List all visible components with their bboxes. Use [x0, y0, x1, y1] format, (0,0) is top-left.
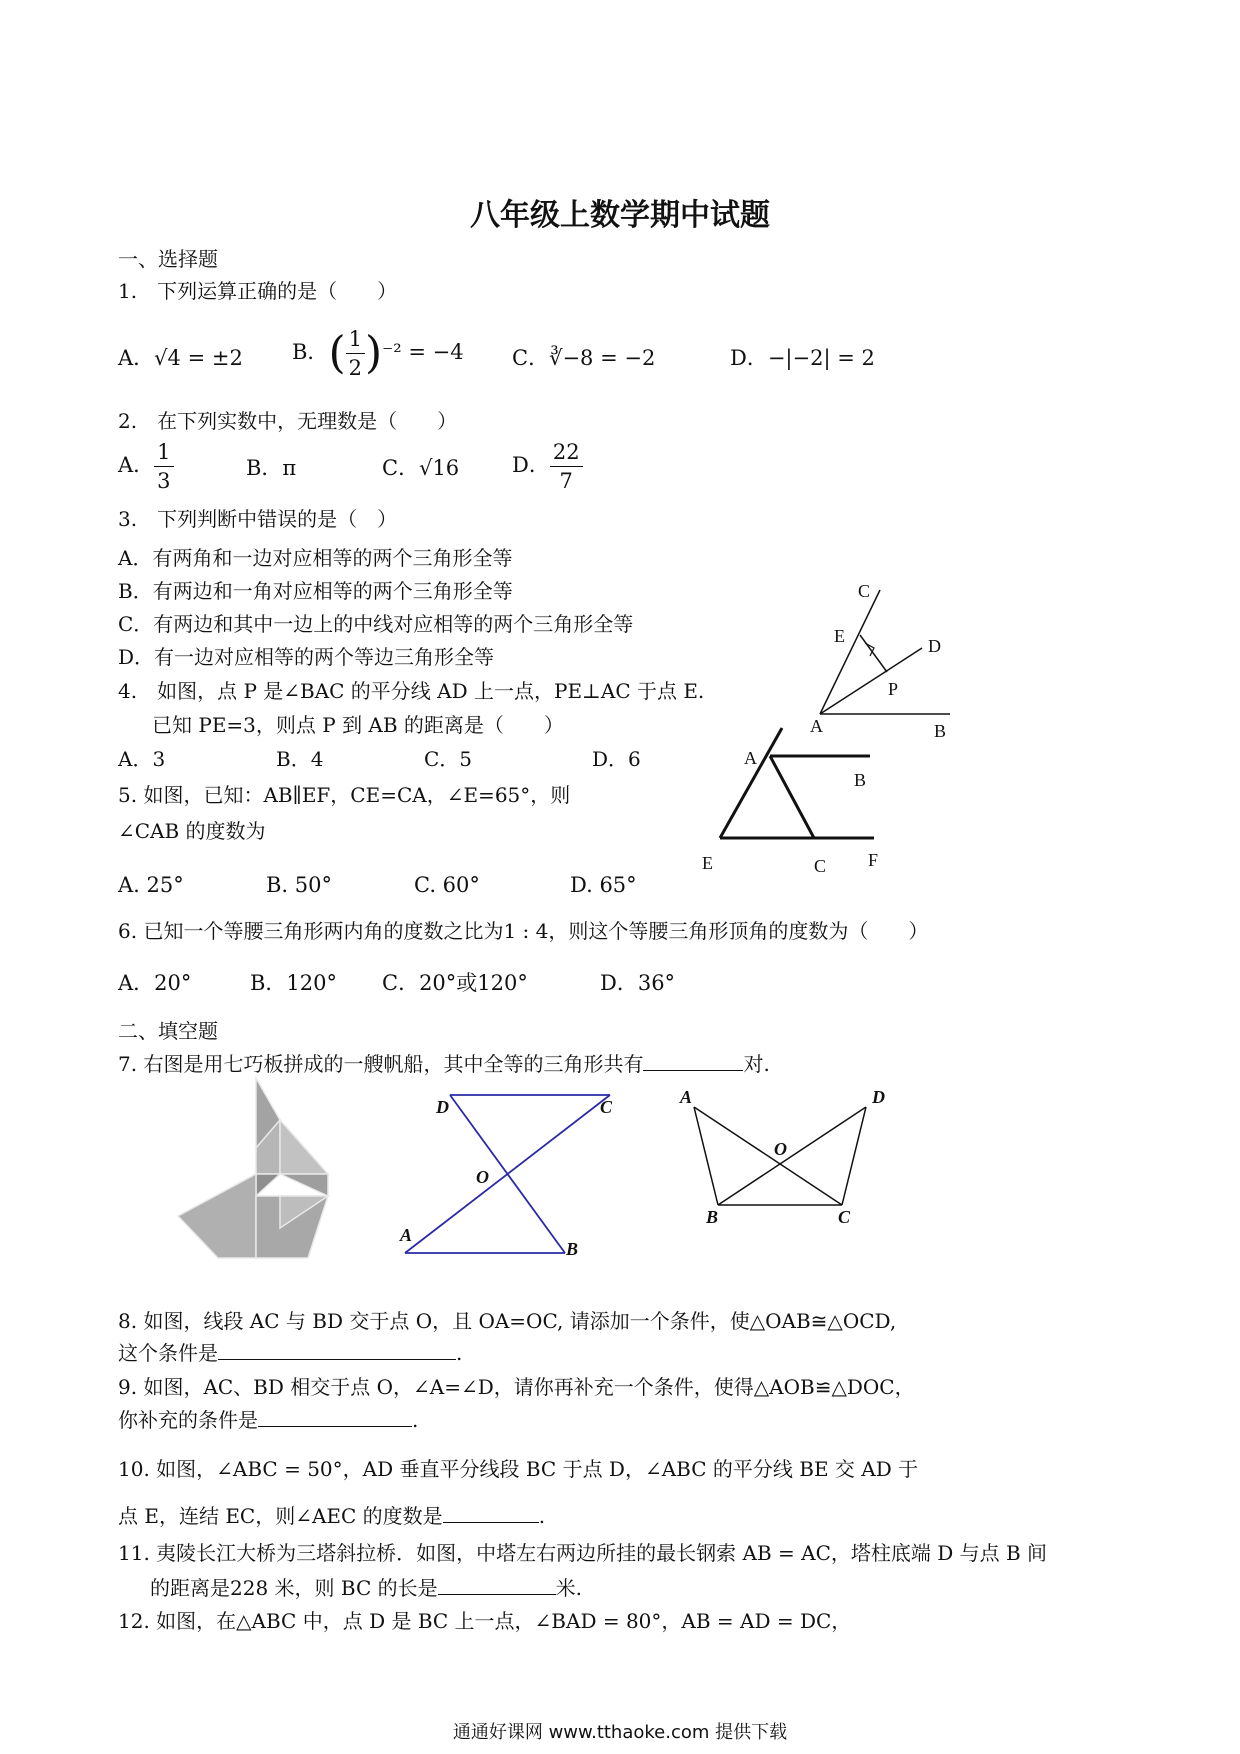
q5-label-e: E — [702, 853, 713, 873]
q5-option-a: A. 25° — [118, 873, 184, 897]
q4-label-b: B — [934, 721, 947, 741]
tangram-sailboat-figure — [178, 1078, 338, 1258]
q3-option-d: D．有一边对应相等的两个等边三角形全等 — [118, 645, 495, 669]
section-fill-blank: 二、填空题 — [118, 1019, 218, 1043]
q5-label-b: B — [854, 770, 867, 790]
q9-label-a: A — [680, 1087, 693, 1107]
q4-option-d: D．6 — [592, 747, 641, 771]
q4-perpendicular-pe — [860, 635, 887, 672]
q2-a-denominator: 3 — [157, 469, 171, 493]
q3-option-c: C．有两边和其中一边上的中线对应相等的两个三角形全等 — [118, 612, 634, 636]
q3-option-a: A．有两角和一边对应相等的两个三角形全等 — [118, 546, 513, 570]
q2-d-fraction — [550, 438, 583, 495]
q5-stem-line1: 5. 如图，已知：AB∥EF，CE=CA，∠E=65°，则 — [118, 783, 571, 807]
q1-option-d: D．−|−2| = 2 — [730, 346, 875, 370]
q2-a-numerator: 1 — [154, 438, 173, 467]
q10-line2-end: . — [538, 1504, 546, 1528]
q9-label-d: D — [872, 1087, 885, 1107]
q9-line-cd — [842, 1107, 866, 1205]
q5-line-ea — [720, 728, 782, 838]
section-choice: 一、选择题 — [118, 247, 218, 271]
q4-label-a: A — [810, 716, 823, 736]
q2-option-d — [512, 438, 583, 495]
q9-answer-blank[interactable] — [258, 1406, 412, 1427]
q7-stem-end: 对. — [743, 1052, 770, 1076]
q2-option-b: B．π — [246, 456, 297, 480]
q1-option-a: A．√4 = ±2 — [118, 346, 243, 370]
q3-stem: 3. 下列判断中错误的是（ ） — [118, 507, 398, 531]
q8-figure — [390, 1085, 630, 1265]
footer-credit: 通通好课网 www.tthaoke.com 提供下载 — [452, 1722, 788, 1743]
q8-line2-text: 这个条件是 — [118, 1341, 218, 1365]
q6-option-d: D．36° — [600, 971, 676, 995]
q5-option-c: C. 60° — [414, 873, 480, 897]
q8-label-a: A — [400, 1225, 413, 1245]
page-title: 八年级上数学期中试题 — [470, 198, 770, 233]
q1-option-b-rest: ⁻² = −4 — [382, 340, 464, 364]
q9-label-c: C — [838, 1207, 851, 1227]
q1-b-numerator: 1 — [346, 325, 365, 354]
q6-stem: 6. 已知一个等腰三角形两内角的度数之比为1 : 4，则这个等腰三角形顶角的度数为（ ） — [118, 919, 929, 943]
q10-line1: 10. 如图，∠ABC = 50°，AD 垂直平分线段 BC 于点 D，∠ABC 的平分线 BE 交 AD 于 — [118, 1457, 919, 1481]
q5-line-ac — [770, 756, 814, 838]
q4-label-p: P — [888, 679, 899, 699]
q9-line2 — [118, 1406, 418, 1433]
q2-option-c: C．√16 — [382, 456, 460, 480]
q2-d-numerator: 22 — [550, 438, 583, 467]
q9-line-ac — [694, 1107, 842, 1205]
q9-label-b: B — [706, 1207, 719, 1227]
q4-stem-line1: 4. 如图，点 P 是∠BAC 的平分线 AD 上一点，PE⊥AC 于点 E. — [118, 679, 705, 703]
q7-stem — [118, 1050, 770, 1077]
q12-line1: 12. 如图，在△ABC 中，点 D 是 BC 上一点，∠BAD = 80°，AB = AD = DC， — [118, 1609, 852, 1633]
q8-label-b: B — [566, 1239, 579, 1259]
q2-option-a-label: A． — [118, 453, 155, 477]
q4-label-c: C — [858, 581, 871, 601]
q1-b-fraction — [346, 325, 365, 382]
q5-option-b: B. 50° — [266, 873, 333, 897]
q6-option-c: C．20°或120° — [382, 971, 528, 995]
q8-answer-blank[interactable] — [218, 1339, 456, 1360]
q9-line2-text: 你补充的条件是 — [118, 1408, 258, 1432]
q2-option-d-label: D． — [512, 453, 550, 477]
q9-line2-end: . — [412, 1408, 419, 1432]
q11-line1: 11. 夷陵长江大桥为三塔斜拉桥．如图，中塔左右两边所挂的最长钢索 AB = AC，塔柱底端 D 与点 B 间 — [118, 1541, 1048, 1565]
q5-option-d: D. 65° — [570, 873, 637, 897]
q11-line2 — [150, 1574, 582, 1601]
q6-option-a: A．20° — [118, 971, 192, 995]
q2-d-denominator: 7 — [559, 469, 573, 493]
q5-figure — [690, 720, 910, 880]
q1-b-denominator: 2 — [348, 356, 362, 380]
q8-line2 — [118, 1339, 462, 1366]
q8-label-o: O — [476, 1167, 489, 1187]
q5-label-c: C — [814, 856, 827, 876]
q10-answer-blank[interactable] — [443, 1502, 539, 1523]
q4-stem-line2: 已知 PE=3，则点 P 到 AB 的距离是（ ） — [152, 713, 564, 737]
q4-option-b: B．4 — [276, 747, 324, 771]
q9-figure — [670, 1085, 930, 1235]
q4-option-a: A．3 — [118, 747, 166, 771]
q8-line1: 8. 如图，线段 AC 与 BD 交于点 O，且 OA=OC, 请添加一个条件，使△OAB≅△OCD, — [118, 1309, 897, 1333]
q2-a-fraction — [154, 438, 173, 495]
q10-line2 — [118, 1502, 545, 1529]
tangram-piece — [280, 1120, 328, 1174]
q5-label-f: F — [868, 850, 879, 870]
q1-stem: 1. 下列运算正确的是（ ） — [118, 279, 398, 303]
q2-stem: 2. 在下列实数中，无理数是（ ） — [118, 409, 458, 433]
q4-option-c: C．5 — [424, 747, 473, 771]
tangram-piece — [256, 1174, 280, 1196]
tangram-piece — [280, 1174, 328, 1196]
q11-line2-text: 的距离是228 米，则 BC 的长是 — [150, 1576, 438, 1600]
q6-option-b: B．120° — [250, 971, 338, 995]
q5-stem-line2: ∠CAB 的度数为 — [118, 819, 266, 843]
q2-option-a — [118, 438, 174, 495]
q8-label-d: D — [436, 1097, 449, 1117]
q7-stem-text: 7. 右图是用七巧板拼成的一艘帆船，其中全等的三角形共有 — [118, 1052, 644, 1076]
q9-line-ab — [694, 1107, 718, 1205]
q1-option-c: C．∛−8 = −2 — [512, 346, 656, 370]
q4-figure — [800, 580, 970, 740]
q8-line-ca — [405, 1095, 610, 1253]
q4-label-e: E — [834, 626, 845, 646]
q11-answer-blank[interactable] — [438, 1574, 556, 1595]
q8-label-c: C — [600, 1097, 613, 1117]
q8-line2-end: . — [456, 1341, 463, 1365]
q10-line2-text: 点 E，连结 EC，则∠AEC 的度数是 — [118, 1504, 443, 1528]
q4-label-d: D — [928, 636, 941, 656]
q1-option-b-label: B． — [292, 340, 329, 364]
q11-line2-end: 米. — [555, 1576, 582, 1600]
q1-option-b: B．( $\frac{1}{2}$ )⁻² = −4 — [292, 327, 464, 380]
q3-option-b: B．有两边和一角对应相等的两个三角形全等 — [118, 579, 513, 603]
q9-line1: 9. 如图，AC、BD 相交于点 O，∠A=∠D，请你再补充一个条件，使得△AOB≌△DOC， — [118, 1375, 915, 1399]
q9-label-o: O — [774, 1139, 787, 1159]
q7-answer-blank[interactable] — [643, 1050, 743, 1071]
tangram-piece — [178, 1174, 256, 1258]
q9-line-db — [718, 1107, 866, 1205]
q5-label-a: A — [744, 748, 757, 768]
